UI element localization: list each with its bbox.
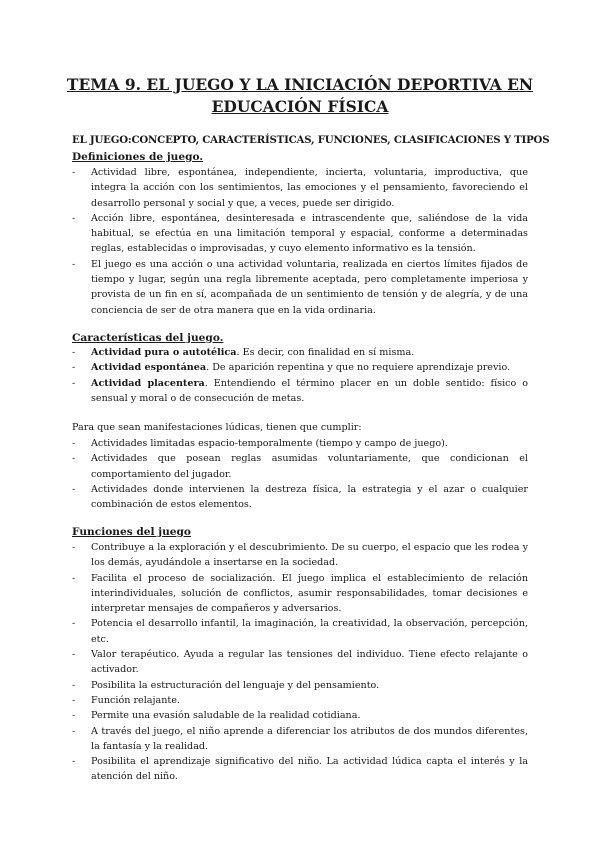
item-bold: Actividad pura o autotélica	[91, 347, 237, 358]
item-text: . Entendiendo el término placer en un doble sentido: físico o sensual y moral o de consecución de metas.	[91, 377, 528, 404]
list-item: - Facilita el proceso de socialización. El juego implica el establecimiento de relación interindividuales, solución de conflictos, asumir responsabilidades, tomar decisiones e interpretar mensajes de compañeros y adversarios.	[72, 571, 528, 617]
section-heading: EL JUEGO:CONCEPTO, CARACTERÍSTICAS, FUNCIONES, CLASIFICACIONES Y TIPOS	[72, 134, 550, 146]
caracteristicas-heading: Características del juego.	[72, 332, 224, 344]
definiciones-heading: Definiciones de juego.	[72, 151, 204, 163]
list-item: - Posibilita el aprendizaje significativo del niño. La actividad lúdica capta el interés y la atención del niño.	[72, 754, 528, 785]
list-item: - A través del juego, el niño aprende a diferenciar los atributos de dos mundos diferentes, la fantasía y la realidad.	[72, 724, 528, 755]
definiciones-list	[72, 165, 528, 318]
list-item	[72, 360, 528, 375]
funciones-heading: Funciones del juego	[72, 526, 191, 538]
list-item: - Actividades donde intervienen la destreza física, la estrategia y el azar o cualquier combinación de estos elementos.	[72, 482, 528, 513]
list-item: - Valor terapéutico. Ayuda a regular las tensiones del individuo. Tiene efecto relajante o activador.	[72, 647, 528, 678]
list-item	[72, 376, 528, 407]
manifestaciones-list	[72, 436, 528, 512]
list-item: - Actividad libre, espontánea, independiente, incierta, voluntaria, improductiva, que integra la acción con los sentimientos, las emociones y el pensamiento, favoreciendo el desarrollo personal y social y que, a veces, puede ser dirigido.	[72, 165, 528, 211]
manifestaciones-intro: Para que sean manifestaciones lúdicas, tienen que cumplir:	[72, 422, 362, 433]
item-text: . De aparición repentina y que no requiere aprendizaje previo.	[206, 362, 511, 374]
list-item: - Contribuye a la exploración y el descubrimiento. De su cuerpo, el espacio que les rodea y los demás, ayudándole a insertarse en la sociedad.	[72, 540, 528, 571]
page-title	[60, 74, 540, 118]
list-item: - Potencia el desarrollo infantil, la imaginación, la creatividad, la observación, percepción, etc.	[72, 616, 528, 647]
list-item	[72, 345, 528, 360]
list-item: - Función relajante.	[72, 693, 528, 708]
list-item: - Acción libre, espontánea, desinteresada e intrascendente que, saliéndose de la vida habitual, se efectúa en una limitación temporal y espacial, conforme a determinadas reglas, establecidas o improvisadas, y cuyo elemento informativo es la tensión.	[72, 211, 528, 257]
item-text: . Es decir, con finalidad en sí misma.	[236, 347, 415, 358]
title-line-2: EDUCACIÓN FÍSICA	[211, 97, 389, 116]
funciones-list	[72, 540, 528, 785]
list-item: - Posibilita la estructuración del lenguaje y del pensamiento.	[72, 678, 528, 693]
item-bold: Actividad espontánea	[91, 362, 207, 374]
caracteristicas-list	[72, 345, 528, 406]
list-item: - El juego es una acción o una actividad voluntaria, realizada en ciertos límites fijados de tiempo y lugar, según una regla libremente aceptada, pero completamente imperiosa y provista de un fin en sí, acompañada de un sentimiento de tensión y de alegría, y de una conciencia de ser de otra manera que en la vida ordinaria.	[72, 257, 528, 318]
item-bold: Actividad placentera	[91, 377, 205, 389]
list-item: - Actividades limitadas espacio-temporalmente (tiempo y campo de juego).	[72, 436, 528, 451]
list-item: - Permite una evasión saludable de la realidad cotidiana.	[72, 708, 528, 723]
title-line-1: TEMA 9. EL JUEGO Y LA INICIACIÓN DEPORTIVA EN	[66, 75, 534, 94]
list-item: - Actividades que posean reglas asumidas voluntariamente, que condicionan el comportamiento del jugador.	[72, 451, 528, 482]
